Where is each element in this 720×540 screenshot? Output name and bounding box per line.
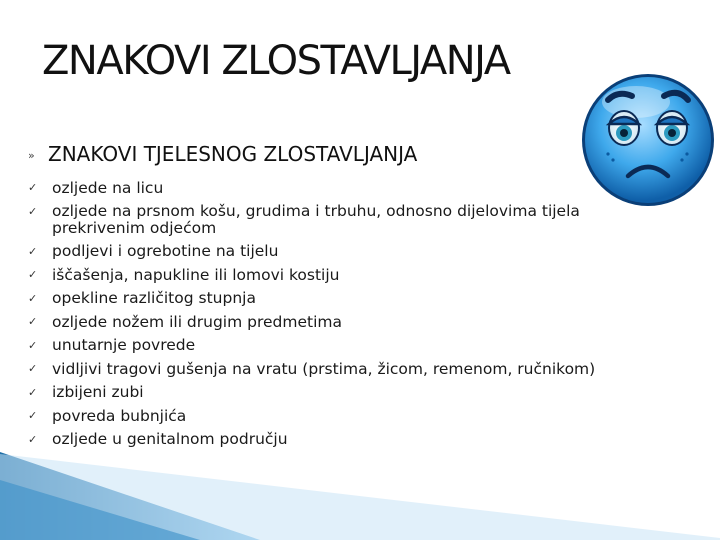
checkmark-icon: ✓ [28, 315, 38, 328]
checkmark-icon: ✓ [28, 338, 38, 352]
checkmark-icon: ✓ [28, 181, 38, 194]
list-item: ✓ ozljede na licu [28, 176, 608, 200]
double-chevron-icon: » [28, 148, 35, 162]
list-item: ✓ ozljede na prsnom košu, grudima i trbuhu, odnosno dijelovima tijela prekrivenim odjećom [28, 200, 608, 240]
list-item: ✓ vidljivi tragovi gušenja na vratu (prstima, žicom, remenom, ručnikom) [28, 357, 608, 381]
checkmark-icon: ✓ [28, 268, 38, 281]
list-item: ✓ podljevi i ogrebotine na tijelu [28, 240, 608, 264]
section-heading-row [28, 142, 417, 166]
signs-list [28, 176, 608, 451]
list-item: ✓ iščašenja, napukline ili lomovi kostiju [28, 263, 608, 287]
list-item: ✓ unutarnje povrede [28, 334, 608, 358]
checkmark-icon: ✓ [28, 409, 38, 422]
list-item: ✓ povreda bubnjića [28, 404, 608, 428]
checkmark-icon: ✓ [28, 362, 38, 375]
list-item: ✓ ozljede u genitalnom području [28, 428, 608, 452]
checkmark-icon: ✓ [28, 291, 38, 305]
checkmark-icon: ✓ [28, 385, 38, 399]
slide-title: ZNAKOVI ZLOSTAVLJANJA [42, 38, 510, 84]
list-item: ✓ izbijeni zubi [28, 381, 608, 405]
sad-face-emoji-icon [578, 70, 718, 210]
section-heading: ZNAKOVI TJELESNOG ZLOSTAVLJANJA [48, 142, 418, 166]
checkmark-icon: ✓ [28, 432, 38, 446]
decorative-swoosh [0, 440, 720, 540]
list-item: ✓ opekline različitog stupnja [28, 287, 608, 311]
list-item: ✓ ozljede nožem ili drugim predmetima [28, 310, 608, 334]
checkmark-icon: ✓ [28, 204, 38, 218]
checkmark-icon: ✓ [28, 244, 38, 258]
